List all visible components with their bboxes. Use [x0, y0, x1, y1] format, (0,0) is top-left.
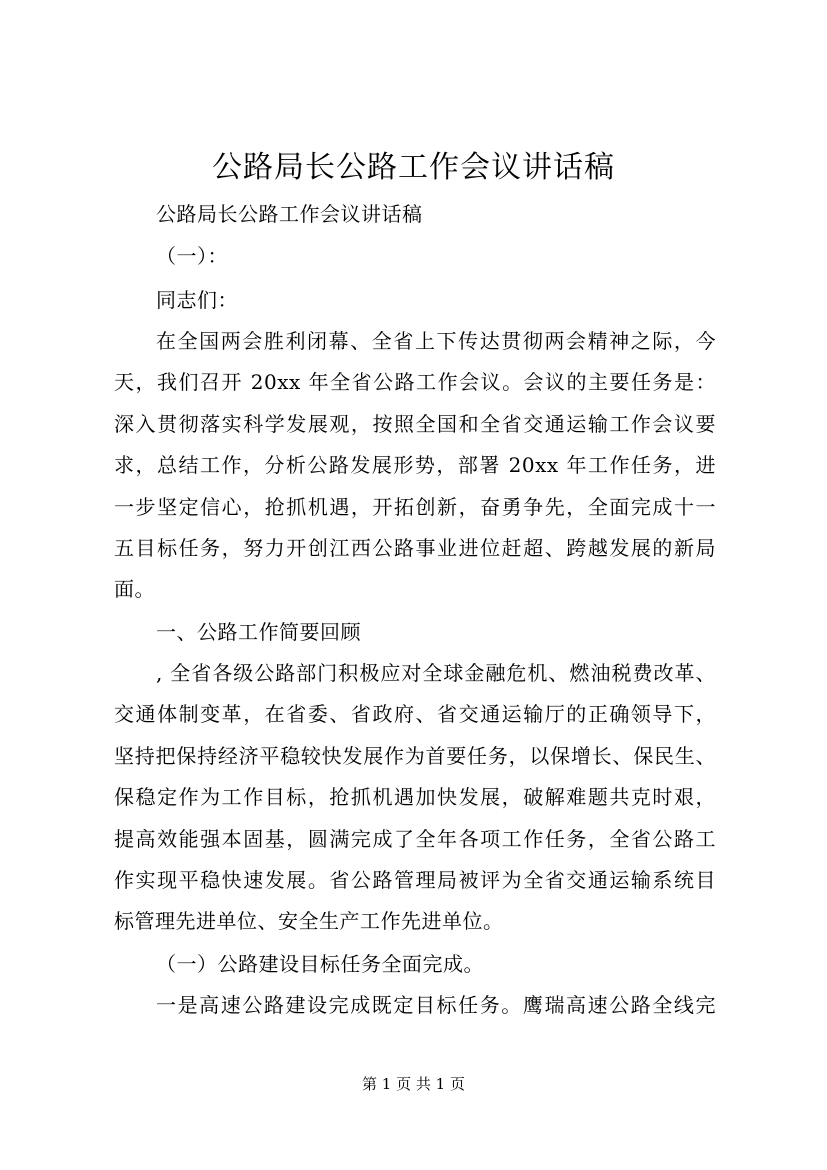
- paragraph-line: 保稳定作为工作目标，抢抓机遇加快发展，破解难题共克时艰，: [114, 785, 716, 809]
- paragraph-line: 提高效能强本固基，圆满完成了全年各项工作任务，全省公路工: [114, 827, 716, 851]
- page-footer: 第 1 页 共 1 页: [362, 1075, 465, 1093]
- subsection-heading: （一）公路建设目标任务全面完成。: [156, 952, 484, 976]
- paragraph-line: 五目标任务，努力开创江西公路事业进位赶超、跨越发展的新局: [114, 536, 716, 560]
- paragraph-line: 一是高速公路建设完成既定目标任务。鹰瑞高速公路全线完: [156, 993, 716, 1017]
- paragraph-line: 坚持把保持经济平稳较快发展作为首要任务，以保增长、保民生、: [114, 744, 716, 768]
- section-number-line: （一）：: [156, 244, 228, 268]
- paragraph-line: 交通体制变革，在省委、省政府、省交通运输厅的正确领导下，: [114, 702, 716, 726]
- document-title: 公路局长公路工作会议讲话稿: [212, 150, 615, 185]
- paragraph-line: 在全国两会胜利闭幕、全省上下传达贯彻两会精神之际，今: [156, 329, 716, 353]
- paragraph-line: 一步坚定信心，抢抓机遇，开拓创新，奋勇争先，全面完成十一: [114, 495, 716, 519]
- paragraph-line: 深入贯彻落实科学发展观，按照全国和全省交通运输工作会议要: [114, 412, 716, 436]
- section-heading: 一、公路工作简要回顾: [156, 620, 361, 644]
- paragraph-line: 面。: [114, 577, 155, 601]
- paragraph-line: 标管理先进单位、安全生产工作先进单位。: [114, 909, 504, 933]
- paragraph-line: 作实现平稳快速发展。省公路管理局被评为全省交通运输系统目: [114, 868, 716, 892]
- paragraph-line: 求，总结工作，分析公路发展形势，部署 20xx 年工作任务，进: [114, 453, 716, 477]
- paragraph-line: 天，我们召开 20xx 年全省公路工作会议。会议的主要任务是：: [114, 370, 716, 394]
- subtitle-line: 公路局长公路工作会议讲话稿: [156, 202, 423, 226]
- paragraph-line: , 全省各级公路部门积极应对全球金融危机、燃油税费改革、: [156, 661, 716, 685]
- salutation-line: 同志们：: [156, 288, 238, 312]
